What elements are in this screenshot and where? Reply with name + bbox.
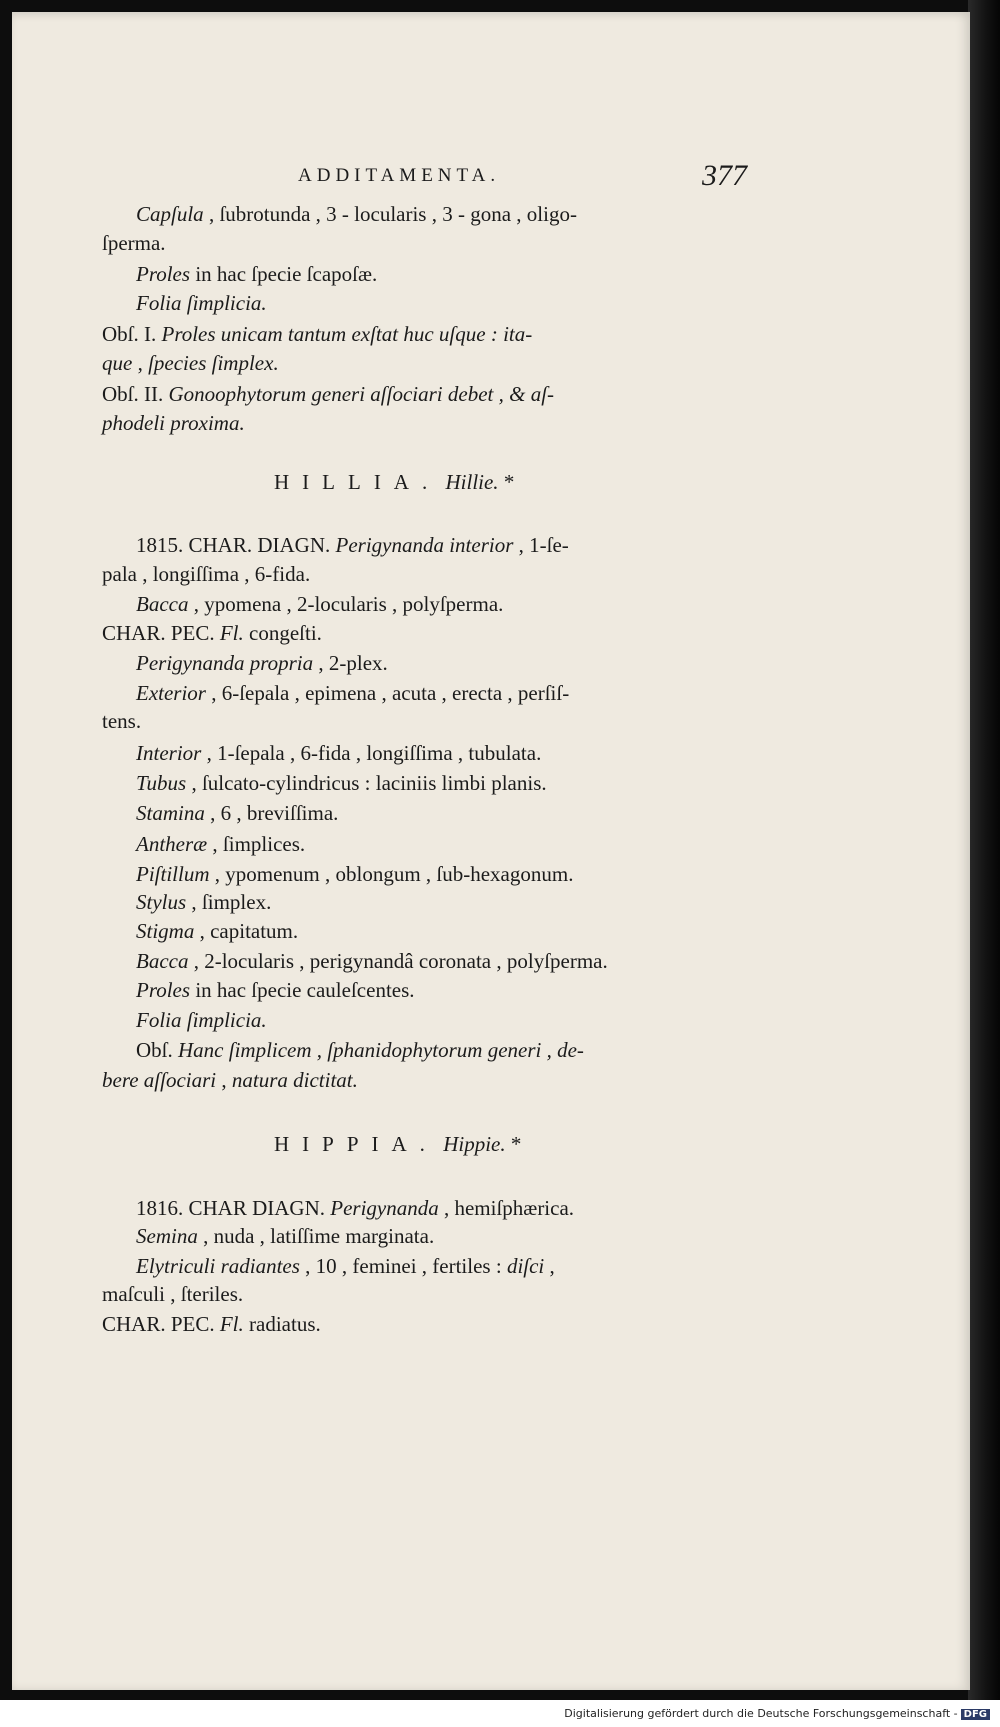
text-line [136, 1006, 267, 1034]
roman-segment: , [544, 1254, 555, 1278]
roman-segment: , ſulcato-cylindricus : laciniis limbi planis. [186, 771, 547, 795]
funding-note [564, 1707, 990, 1720]
text-line [136, 590, 503, 618]
italic-segment: Proles [136, 262, 191, 286]
roman-segment: , ſubrotunda , 3 - locularis , 3 - gona , oligo- [203, 202, 577, 226]
text-line [136, 200, 577, 228]
roman-segment: , [132, 351, 149, 375]
funding-text: Digitalisierung gefördert durch die Deutsche Forschungsgemeinschaft - [564, 1707, 958, 1720]
italic-segment: Piſtillum [136, 862, 210, 886]
italic-segment: diſci [506, 1254, 545, 1278]
roman-segment: radiatus. [243, 1312, 321, 1336]
italic-segment: Perigynanda [330, 1196, 439, 1220]
roman-segment: , ypomena , 2-locularis , polyſperma. [188, 592, 504, 616]
text-line [136, 1222, 434, 1250]
italic-segment: Stamina [136, 801, 205, 825]
italic-segment: Gonoophytorum generi aſſociari debet , & aſ- [168, 382, 555, 406]
text-line [136, 1252, 555, 1280]
text-line [136, 1036, 584, 1064]
italic-segment: Perigynanda interior [335, 533, 514, 557]
text-line [136, 799, 338, 827]
roman-segment: , 2-plex. [313, 651, 388, 675]
text-line [136, 769, 547, 797]
italic-segment: Tubus [136, 771, 187, 795]
text-line [136, 260, 377, 288]
text-line [102, 1280, 243, 1308]
roman-segment: Obſ. I. [102, 322, 162, 346]
roman-segment: CHAR. PEC. [102, 1312, 220, 1336]
text-line [136, 289, 267, 317]
roman-segment: , [216, 1068, 232, 1092]
text-line [102, 560, 310, 588]
italic-segment: Semina [136, 1224, 198, 1248]
text-line [136, 531, 569, 559]
italic-segment: Folia ſimplicia. [136, 1008, 267, 1032]
roman-segment: Obſ. II. [102, 382, 169, 406]
page-number: 377 [702, 159, 747, 192]
italic-segment: Hippie. [437, 1132, 506, 1156]
text-line [136, 976, 415, 1004]
roman-segment: HILLIA. [274, 470, 441, 494]
text-line [102, 707, 141, 735]
italic-segment: Stylus [136, 890, 187, 914]
text-line [102, 380, 554, 408]
roman-segment: pala , longiſſima , 6-fida. [102, 562, 311, 586]
roman-segment: CHAR. PEC. [102, 621, 220, 645]
italic-segment: Bacca [136, 949, 189, 973]
roman-segment: in hac ſpecie cauleſcentes. [190, 978, 415, 1002]
roman-segment: , capitatum. [194, 919, 299, 943]
roman-segment: , ypomenum , oblongum , ſub-hexagonum. [209, 862, 574, 886]
text-line [136, 888, 271, 916]
italic-segment: Bacca [136, 592, 189, 616]
italic-segment: que [102, 351, 133, 375]
roman-segment: , ſimplex. [186, 890, 272, 914]
text-line [102, 619, 322, 647]
italic-segment: Perigynanda propria [136, 651, 314, 675]
roman-segment: , 6 , breviſſima. [204, 801, 339, 825]
roman-segment: , ſimplices. [207, 832, 306, 856]
italic-segment: bere aſſociari [102, 1068, 217, 1092]
book-page [12, 12, 970, 1690]
italic-segment: Antheræ [136, 832, 208, 856]
text-line [136, 830, 305, 858]
text-line [102, 229, 166, 257]
text-line [102, 409, 245, 437]
roman-segment: congeſti. [243, 621, 322, 645]
roman-segment: in hac ſpecie ſcapoſæ. [190, 262, 378, 286]
genus-heading [274, 1130, 521, 1158]
italic-segment: Capſula [136, 202, 204, 226]
text-line [136, 947, 608, 975]
text-line [102, 1310, 321, 1338]
italic-segment: Hillie. [440, 470, 499, 494]
italic-segment: Interior [136, 741, 202, 765]
roman-segment: , 1-ſepala , 6-fida , longiſſima , tubulata. [201, 741, 542, 765]
italic-segment: Folia ſimplicia. [136, 291, 267, 315]
roman-segment: , nuda , latiſſime marginata. [197, 1224, 435, 1248]
italic-segment: Elytriculi radiantes [136, 1254, 300, 1278]
text-line [136, 917, 298, 945]
roman-segment: maſculi , ſteriles. [102, 1282, 244, 1306]
running-title: ADDITAMENTA. [298, 165, 501, 186]
roman-segment: HIPPIA. [274, 1132, 438, 1156]
italic-segment: Proles unicam tantum exſtat huc uſque : ita- [161, 322, 533, 346]
roman-segment: , 1-ſe- [513, 533, 569, 557]
genus-heading [274, 468, 514, 496]
italic-segment: phodeli proxima. [102, 411, 245, 435]
text-line [136, 679, 569, 707]
text-line [136, 1194, 574, 1222]
italic-segment: natura dictitat. [231, 1068, 358, 1092]
text-line [136, 860, 573, 888]
italic-segment: Exterior [136, 681, 206, 705]
italic-segment: Stigma [136, 919, 195, 943]
italic-segment: Proles [136, 978, 191, 1002]
roman-segment: ſperma. [102, 231, 166, 255]
roman-segment: Obſ. [136, 1038, 178, 1062]
text-line [136, 649, 388, 677]
text-line [102, 349, 279, 377]
roman-segment: 1815. CHAR. DIAGN. [136, 533, 336, 557]
roman-segment: 1816. CHAR DIAGN. [136, 1196, 331, 1220]
roman-segment: tens. [102, 709, 142, 733]
italic-segment: Hanc ſimplicem , ſphanidophytorum generi , de- [178, 1038, 584, 1062]
roman-segment: , 6-ſepala , epimena , acuta , erecta , perſiſ- [205, 681, 570, 705]
text-line [136, 739, 541, 767]
roman-segment: * [498, 470, 515, 494]
roman-segment: , 10 , feminei , fertiles : [299, 1254, 507, 1278]
italic-segment: ſpecies ſimplex. [148, 351, 279, 375]
roman-segment: * [505, 1132, 522, 1156]
book-spine [968, 0, 1000, 1700]
dfg-logo: DFG [961, 1709, 990, 1720]
roman-segment: , hemiſphærica. [438, 1196, 575, 1220]
text-line [102, 1066, 358, 1094]
roman-segment: , 2-locularis , perigynandâ coronata , polyſperma. [188, 949, 608, 973]
digitization-footer [0, 1700, 1000, 1727]
text-line [102, 320, 532, 348]
italic-segment: Fl. [219, 621, 244, 645]
italic-segment: Fl. [219, 1312, 244, 1336]
